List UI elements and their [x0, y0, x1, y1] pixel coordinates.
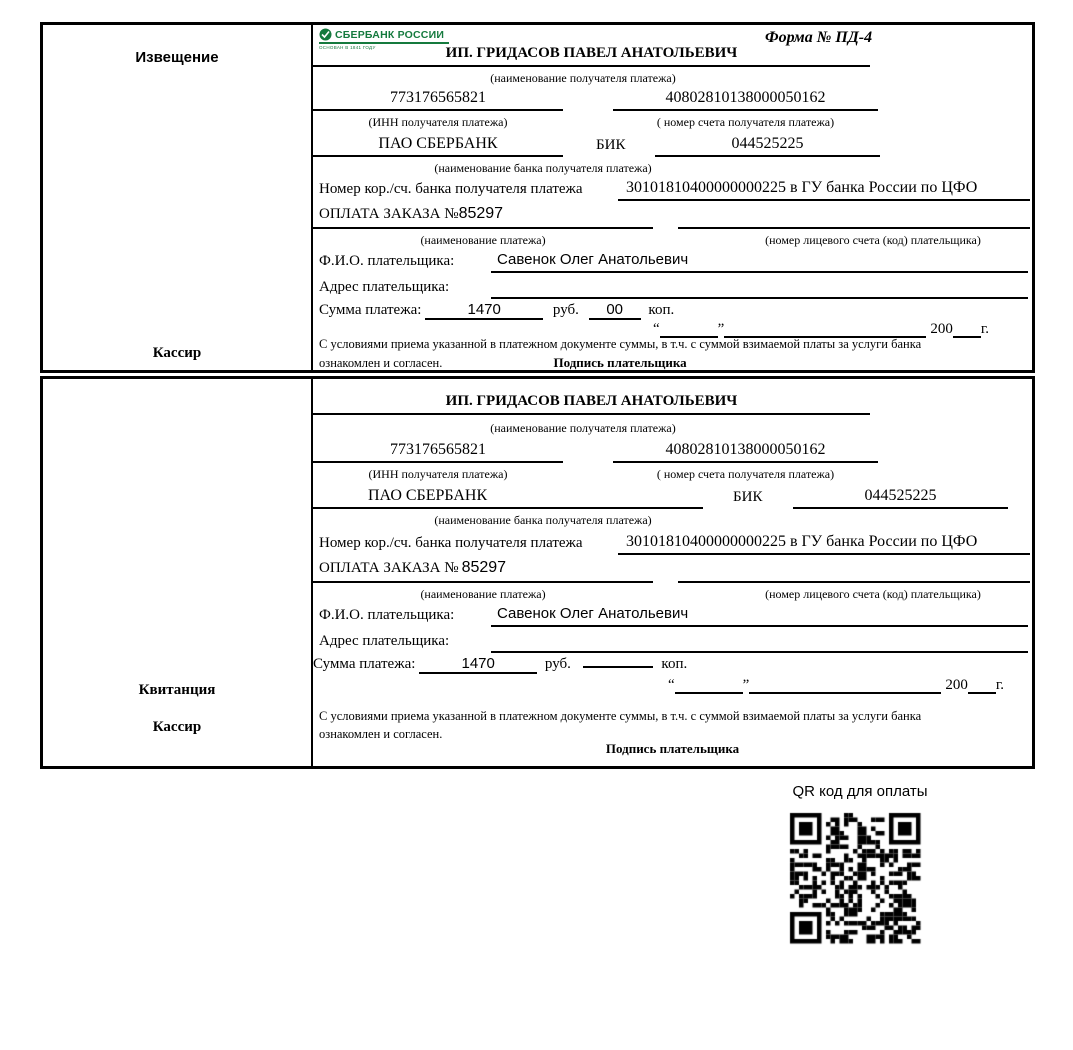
rub-label: руб.: [552, 302, 579, 318]
year-suffix: г.: [980, 321, 990, 337]
rub-label-2: руб.: [544, 656, 571, 672]
bik-value-2: 044525225: [864, 487, 937, 504]
pd4-form: [40, 22, 1035, 769]
year-prefix: 200: [930, 321, 953, 337]
amount-label: Сумма платежа:: [319, 302, 422, 318]
payee-name-field: [313, 45, 870, 67]
bank-caption-2: (наименование банка получателя платежа): [434, 513, 652, 527]
amount-row: [319, 301, 674, 320]
personal-account-field-2: [678, 561, 1030, 583]
open-quote: “: [653, 321, 660, 337]
amount-row-2: [313, 655, 687, 674]
inn-field: [313, 89, 563, 111]
order-number: 85297: [458, 205, 504, 222]
inn-value-2: 773176565821: [390, 441, 486, 458]
signature-label: Подпись плательщика: [553, 355, 687, 370]
payment-name-field-2: [313, 559, 653, 583]
korr-label: Номер кор./сч. банка получателя платежа: [319, 181, 583, 197]
receipt-content: [313, 379, 1032, 766]
kop-label-2: коп.: [661, 656, 688, 672]
payee-name-field-2: [313, 393, 870, 415]
bank-name-field-2: [313, 487, 703, 509]
bik-value: 044525225: [731, 135, 804, 152]
payer-name-label-2: Ф.И.О. плательщика:: [319, 607, 455, 623]
inn-caption-2: (ИНН получателя платежа): [368, 467, 508, 481]
sberbank-logo-icon: [319, 28, 332, 41]
payment-caption: (наименование платежа): [420, 233, 546, 247]
date-year-field: [953, 336, 981, 338]
korr-field: [618, 179, 1030, 201]
payer-name-value-2: Савенок Олег Анатольевич: [497, 605, 689, 622]
account-caption-2: ( номер счета получателя платежа): [656, 467, 835, 481]
receipt-section: [40, 376, 1035, 769]
amount-kop-field-2: [583, 666, 653, 668]
bank-name-value: ПАО СБЕРБАНК: [378, 135, 498, 152]
payer-name-field: [491, 251, 1028, 273]
bik-label: БИК: [596, 137, 626, 153]
kop-label: коп.: [648, 302, 675, 318]
agreement-line1-2: С условиями приема указанной в платежном документе суммы, в т.ч. с суммой взимаемой платы за услуги банка: [319, 709, 922, 723]
cashier-label-2: Кассир: [152, 719, 202, 735]
payee-caption: (наименование получателя платежа): [490, 71, 676, 85]
bik-field: [655, 135, 880, 157]
bik-field-2: [793, 487, 1008, 509]
notice-title: Извещение: [135, 49, 219, 66]
close-quote: ”: [717, 321, 725, 337]
bank-name-value-2: ПАО СБЕРБАНК: [368, 487, 488, 504]
notice-content: [313, 25, 1032, 370]
sberbank-logo-tagline: ОСНОВАН В 1841 ГОДУ: [319, 45, 376, 50]
inn-value: 773176565821: [390, 89, 486, 106]
korr-field-2: [618, 533, 1030, 555]
qr-code: [789, 812, 923, 946]
date-year-field-2: [968, 692, 996, 694]
cashier-label: Кассир: [152, 345, 202, 361]
date-row-2: [668, 677, 1004, 694]
payment-name-prefix: ОПЛАТА ЗАКАЗА №: [319, 206, 459, 222]
receipt-left-cell: [43, 379, 313, 766]
receipt-title: Квитанция: [138, 682, 216, 698]
notice-section: [40, 22, 1035, 373]
close-quote-2: ”: [742, 677, 750, 693]
personal-account-field: [678, 207, 1030, 229]
amount-rub-field: 1470: [425, 301, 543, 320]
account-field: [613, 89, 878, 111]
payment-caption-2: (наименование платежа): [420, 587, 546, 601]
account-value-2: 40802810138000050162: [665, 441, 826, 458]
payer-address-field-2: [491, 631, 1028, 653]
year-prefix-2: 200: [945, 677, 968, 693]
amount-kop-field: 00: [589, 301, 641, 320]
payer-name-field-2: [491, 605, 1028, 627]
payer-address-label: Адрес плательщика:: [319, 279, 450, 295]
inn-caption: (ИНН получателя платежа): [368, 115, 508, 129]
payer-address-field: [491, 277, 1028, 299]
korr-value: 30101810400000000225 в ГУ банка России по ЦФО: [626, 179, 978, 196]
account-field-2: [613, 441, 878, 463]
signature-label-2: Подпись плательщика: [605, 741, 740, 756]
agreement-line2-2: ознакомлен и согласен.: [319, 727, 443, 741]
payment-name-prefix-2: ОПЛАТА ЗАКАЗА №: [319, 560, 459, 576]
sberbank-logo-text: СБЕРБАНК РОССИИ: [335, 28, 445, 41]
year-suffix-2: г.: [995, 677, 1005, 693]
open-quote-2: “: [668, 677, 675, 693]
bik-label-2: БИК: [733, 489, 763, 505]
order-number-2: 85297: [461, 559, 507, 576]
account-caption: ( номер счета получателя платежа): [656, 115, 835, 129]
agreement-line2: [319, 355, 687, 371]
payer-address-label-2: Адрес плательщика:: [319, 633, 450, 649]
agreement-line2-text: ознакомлен и согласен.: [319, 356, 443, 370]
korr-value-2: 30101810400000000225 в ГУ банка России по ЦФО: [626, 533, 978, 550]
account-value: 40802810138000050162: [665, 89, 826, 106]
date-row: [653, 321, 989, 338]
inn-field-2: [313, 441, 563, 463]
qr-label: QR код для оплаты: [792, 783, 928, 800]
date-month-field-2: [749, 692, 941, 694]
korr-label-2: Номер кор./сч. банка получателя платежа: [319, 535, 583, 551]
amount-label-2: Сумма платежа:: [313, 656, 416, 672]
amount-rub-field-2: 1470: [419, 655, 537, 674]
payer-name-label: Ф.И.О. плательщика:: [319, 253, 455, 269]
agreement-line1: С условиями приема указанной в платежном документе суммы, в т.ч. с суммой взимаемой платы за услуги банка: [319, 337, 922, 351]
bank-caption: (наименование банка получателя платежа): [434, 161, 652, 175]
payee-caption-2: (наименование получателя платежа): [490, 421, 676, 435]
notice-left-cell: [43, 25, 313, 370]
personal-account-caption: (номер лицевого счета (код) плательщика): [765, 233, 981, 247]
form-title: Форма № ПД-4: [765, 29, 873, 46]
bank-name-field: [313, 135, 563, 157]
payee-name-2: ИП. ГРИДАСОВ ПАВЕЛ АНАТОЛЬЕВИЧ: [445, 393, 738, 409]
payer-name-value: Савенок Олег Анатольевич: [497, 251, 689, 268]
payee-name: ИП. ГРИДАСОВ ПАВЕЛ АНАТОЛЬЕВИЧ: [445, 45, 738, 61]
payment-name-field: [313, 205, 653, 229]
personal-account-caption-2: (номер лицевого счета (код) плательщика): [765, 587, 981, 601]
date-day-field-2: [675, 692, 743, 694]
